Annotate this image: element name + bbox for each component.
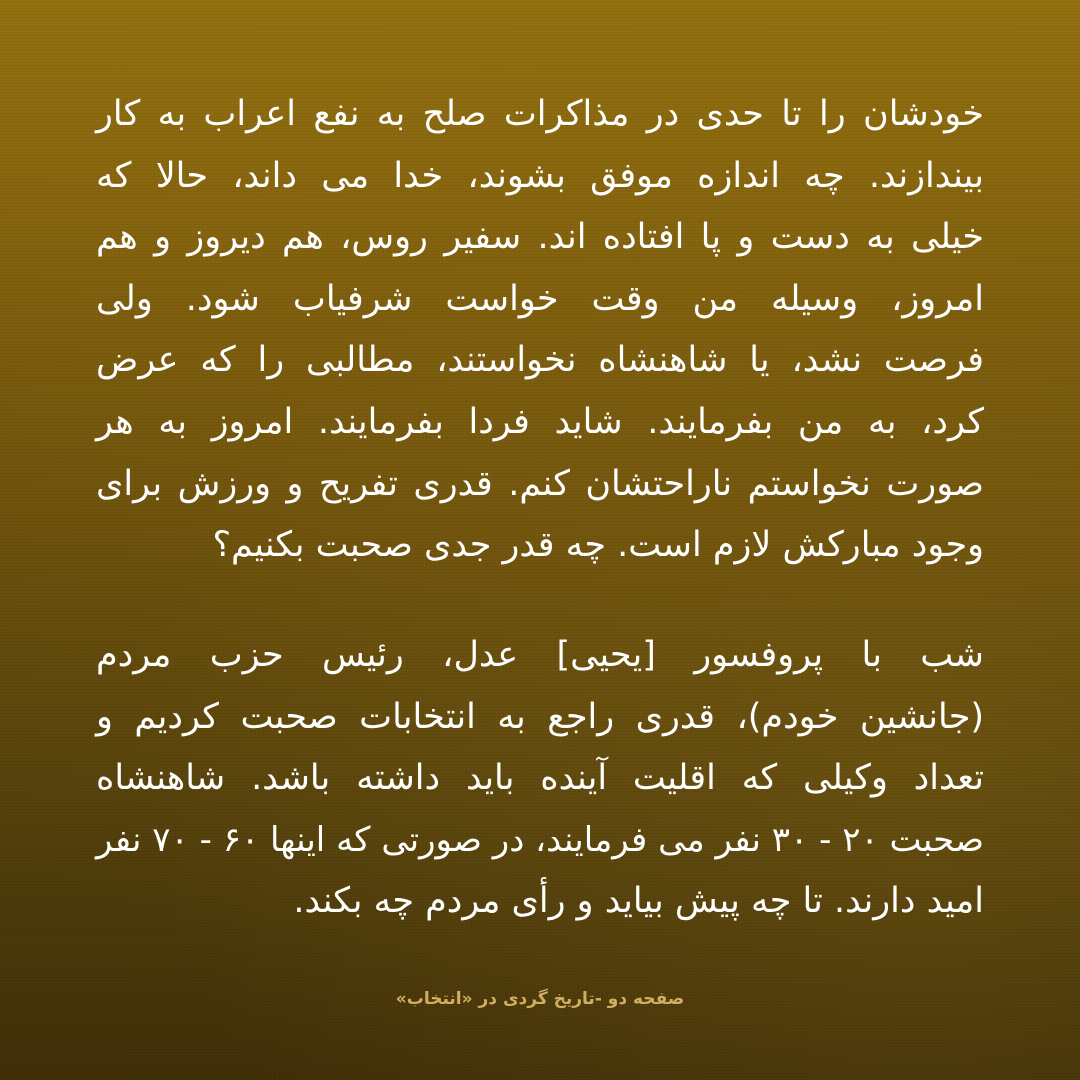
text-line: صحبت ۲۰ - ۳۰ نفر می فرمایند، در صورتی که اینها ۶۰ - ۷۰ نفر [96,819,985,860]
text-line: بیندازند. چه اندازه موفق بشوند، خدا می داند، حالا که [96,155,984,196]
text-line: امروز، وسیله من وقت خواست شرفیاب شود. ولی [96,278,984,319]
text-line: (جانشین خودم)، قدری راجع به انتخابات صحبت کردیم و [96,696,984,737]
text-line: وجود مبارکش لازم است. چه قدر جدی صحبت بکنیم؟ [212,525,984,566]
text-line: فرصت نشد، یا شاهنشاه نخواستند، مطالبی را که عرض [96,340,984,381]
text-line: صورت نخواستم ناراحتشان کنم. قدری تفریح و ورزش برای [96,463,984,504]
text-line: شب با پروفسور [یحیی] عدل، رئیس حزب مردم [96,635,984,675]
text-line: تعداد وکیلی که اقلیت آینده باید داشته باشد. شاهنشاه [96,758,984,799]
text-line: خودشان را تا حدی در مذاکرات صلح به نفع اعراب به کار [96,94,984,134]
diary-paragraph-1 [96,84,984,577]
text-line: امید دارند. تا چه پیش بیاید و رأی مردم چه بکند. [293,881,984,922]
diary-paragraph-2 [96,625,984,933]
text-line: کرد، به من بفرمایند. شاید فردا بفرمایند. امروز به هر [96,401,984,442]
text-line: خیلی به دست و پا افتاده اند. سفیر روس، هم دیروز و هم [96,217,984,258]
footer-caption: صفحه دو -تاریخ گردی در «انتخاب» [395,989,685,1009]
